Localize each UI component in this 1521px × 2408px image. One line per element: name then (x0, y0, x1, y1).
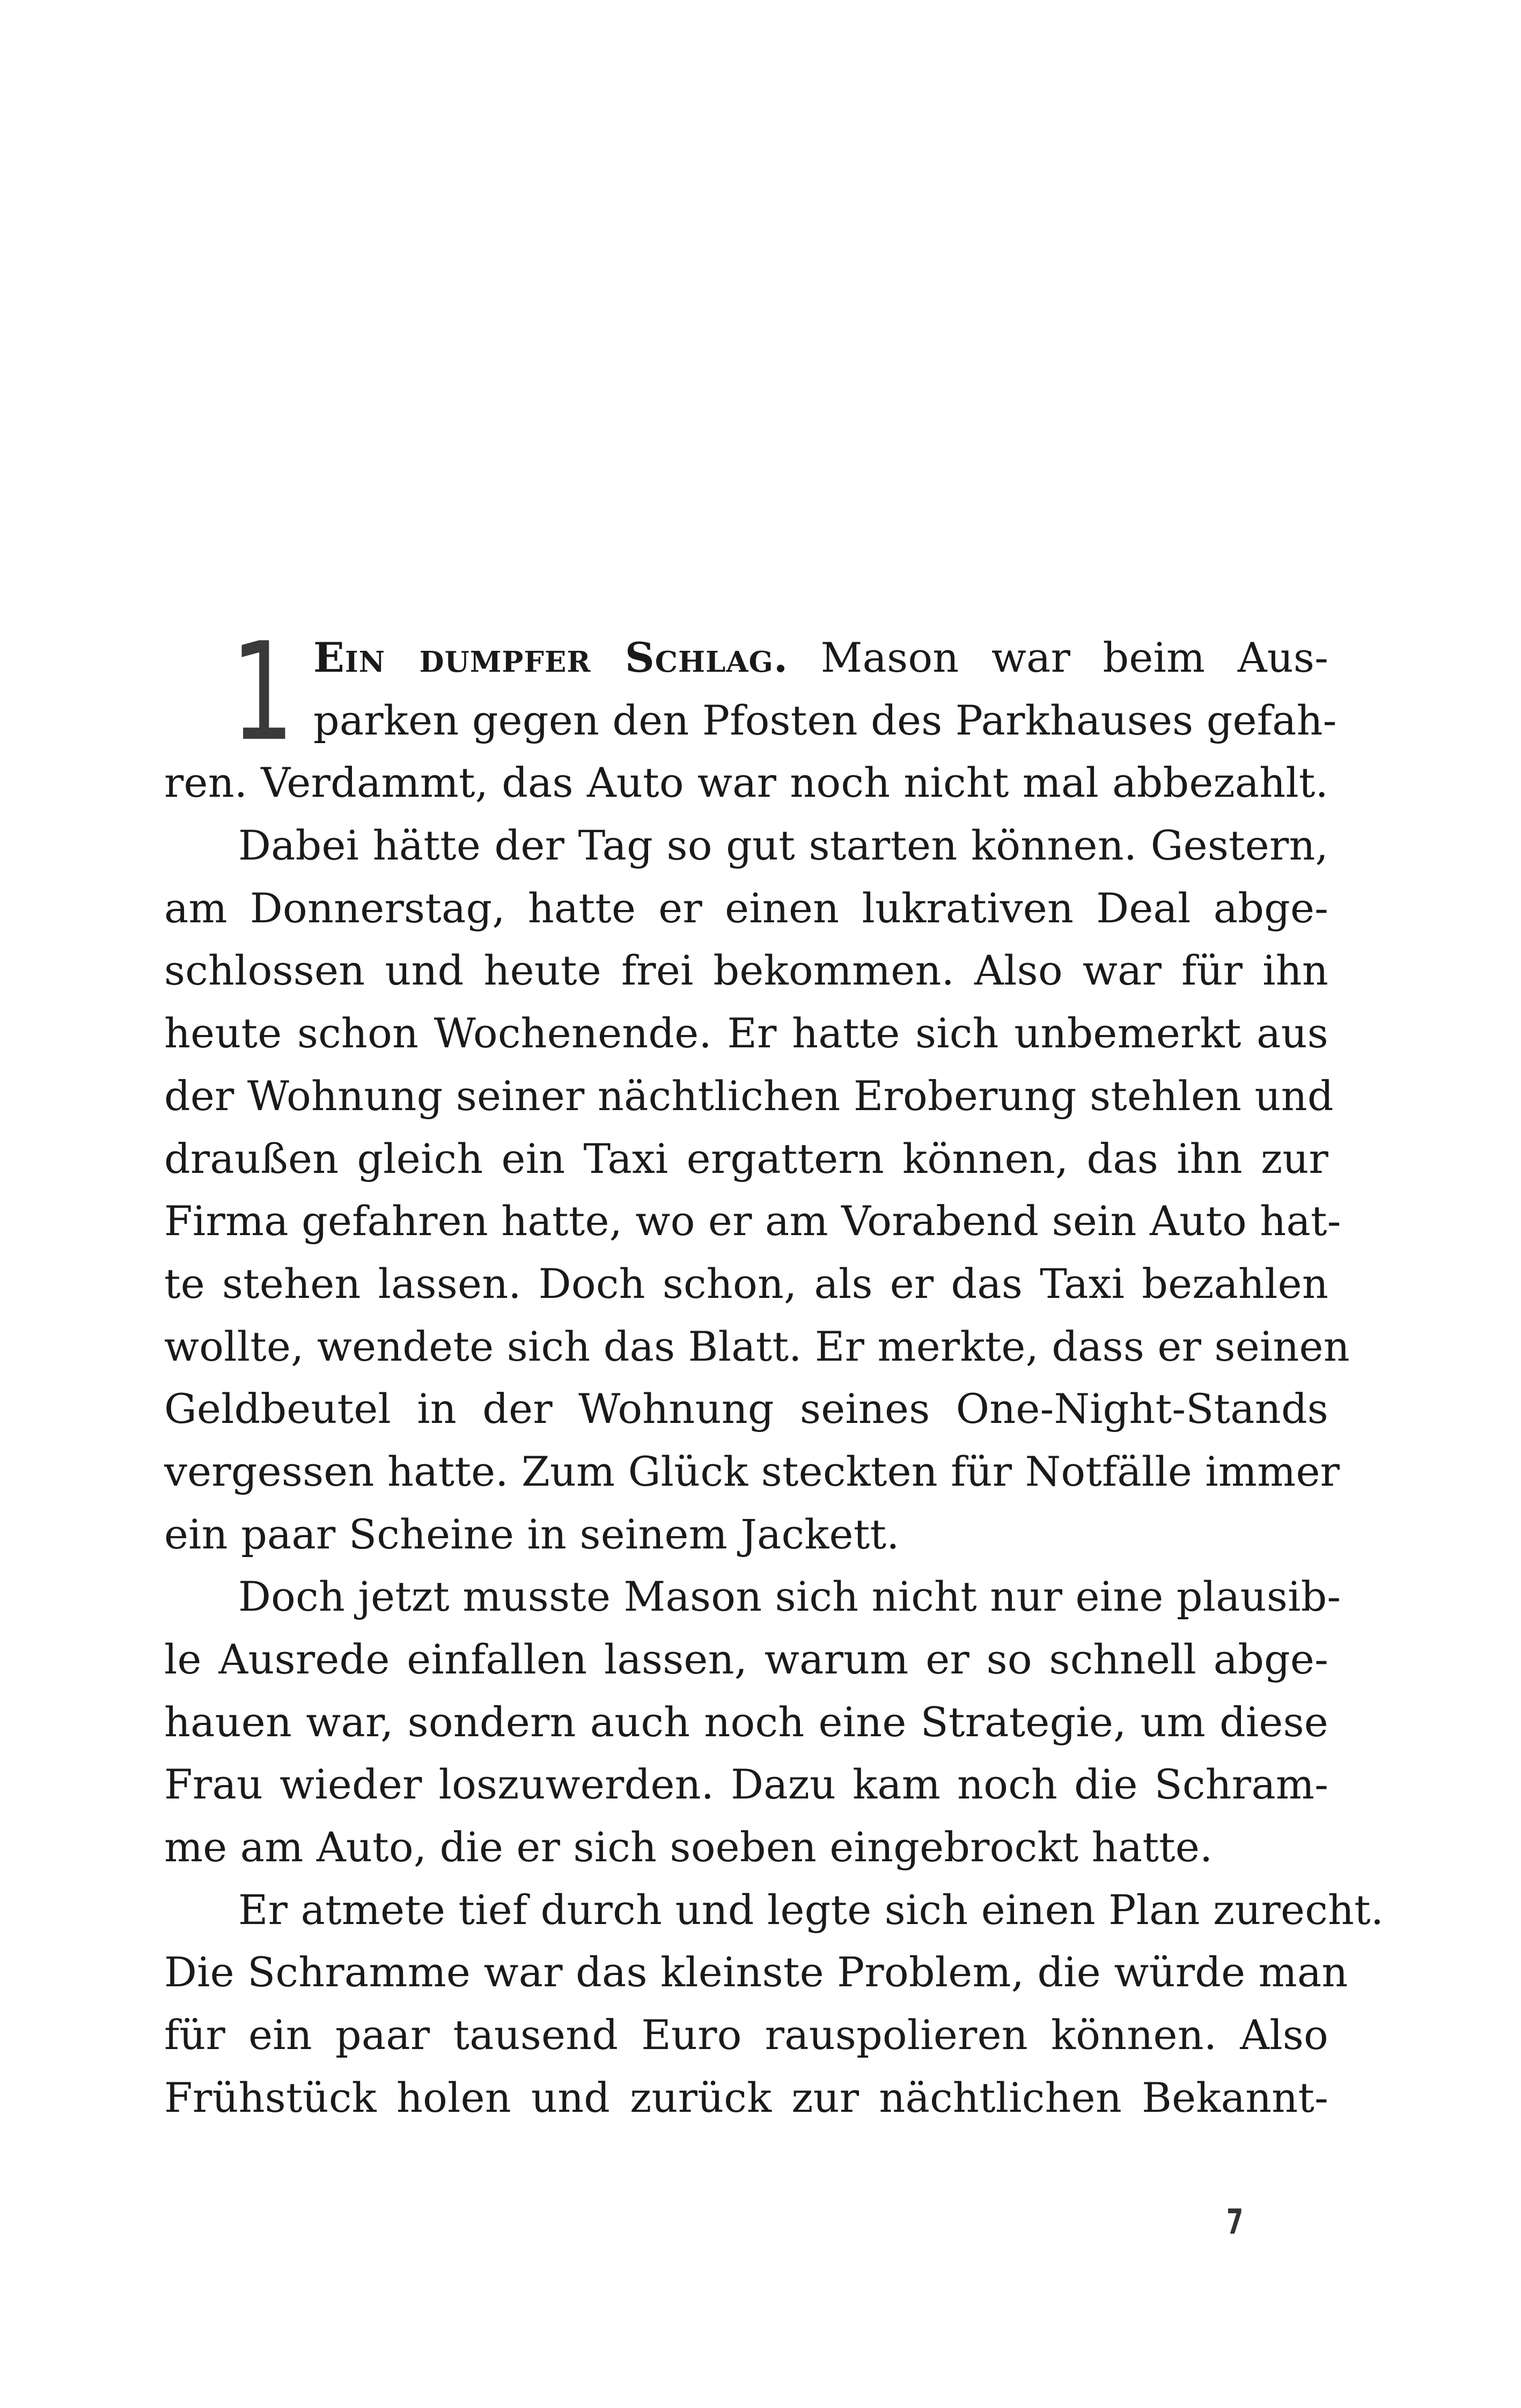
text-line: te stehen lassen. Doch schon, als er das Taxi bezahlen (164, 1259, 1328, 1308)
text-line: für ein paar tausend Euro rauspolieren können. Also (164, 2011, 1328, 2059)
text-line: Firma gefahren hatte, wo er am Vorabend sein Auto hat- (164, 1197, 1341, 1245)
chapter-opening-words: Ein dumpfer Schlag. (313, 634, 789, 681)
text-line: me am Auto, die er sich soeben eingebrockt hatte. (164, 1823, 1213, 1871)
text-line: ein paar Scheine in seinem Jackett. (164, 1510, 900, 1558)
body-text (164, 614, 1384, 2130)
chapter-number: 1 (231, 614, 295, 771)
text-line: am Donnerstag, hatte er einen lukrativen Deal abge- (164, 884, 1328, 932)
text-line: Geldbeutel in der Wohnung seines One-Night-Stands (164, 1385, 1328, 1433)
text-line: Dabei hätte der Tag so gut starten können. Gestern, (238, 821, 1328, 870)
text-line: draußen gleich ein Taxi ergattern können, das ihn zur (164, 1134, 1328, 1183)
text-line: schlossen und heute frei bekommen. Also war für ihn (164, 946, 1328, 995)
text-line: Doch jetzt musste Mason sich nicht nur eine plausib- (238, 1573, 1341, 1621)
text-line: heute schon Wochenende. Er hatte sich unbemerkt aus (164, 1009, 1328, 1058)
text-line: Frühstück holen und zurück zur nächtlichen Bekannt- (164, 2073, 1328, 2121)
text-line: der Wohnung seiner nächtlichen Eroberung stehlen und (164, 1071, 1334, 1120)
page-number: 7 (1226, 2203, 1244, 2242)
text-line: ren. Verdammt, das Auto war noch nicht mal abbezahlt. (164, 759, 1328, 807)
text-line (313, 627, 1328, 689)
text-line: vergessen hatte. Zum Glück steckten für Notfälle immer (164, 1447, 1340, 1495)
text-line: le Ausrede einfallen lassen, warum er so schnell abge- (164, 1635, 1328, 1683)
text-line: hauen war, sondern auch noch eine Strategie, um diese (164, 1698, 1328, 1746)
text-line-segment: Mason war beim Aus- (820, 634, 1329, 681)
text-line: parken gegen den Pfosten des Parkhauses gefah- (313, 696, 1337, 744)
text-line: Die Schramme war das kleinste Problem, die würde man (164, 1948, 1348, 1996)
text-line: Er atmete tief durch und legte sich einen Plan zurecht. (238, 1885, 1384, 1934)
text-line: wollte, wendete sich das Blatt. Er merkte, dass er seinen (164, 1322, 1350, 1370)
text-line: Frau wieder loszuwerden. Dazu kam noch die Schram- (164, 1760, 1328, 1809)
